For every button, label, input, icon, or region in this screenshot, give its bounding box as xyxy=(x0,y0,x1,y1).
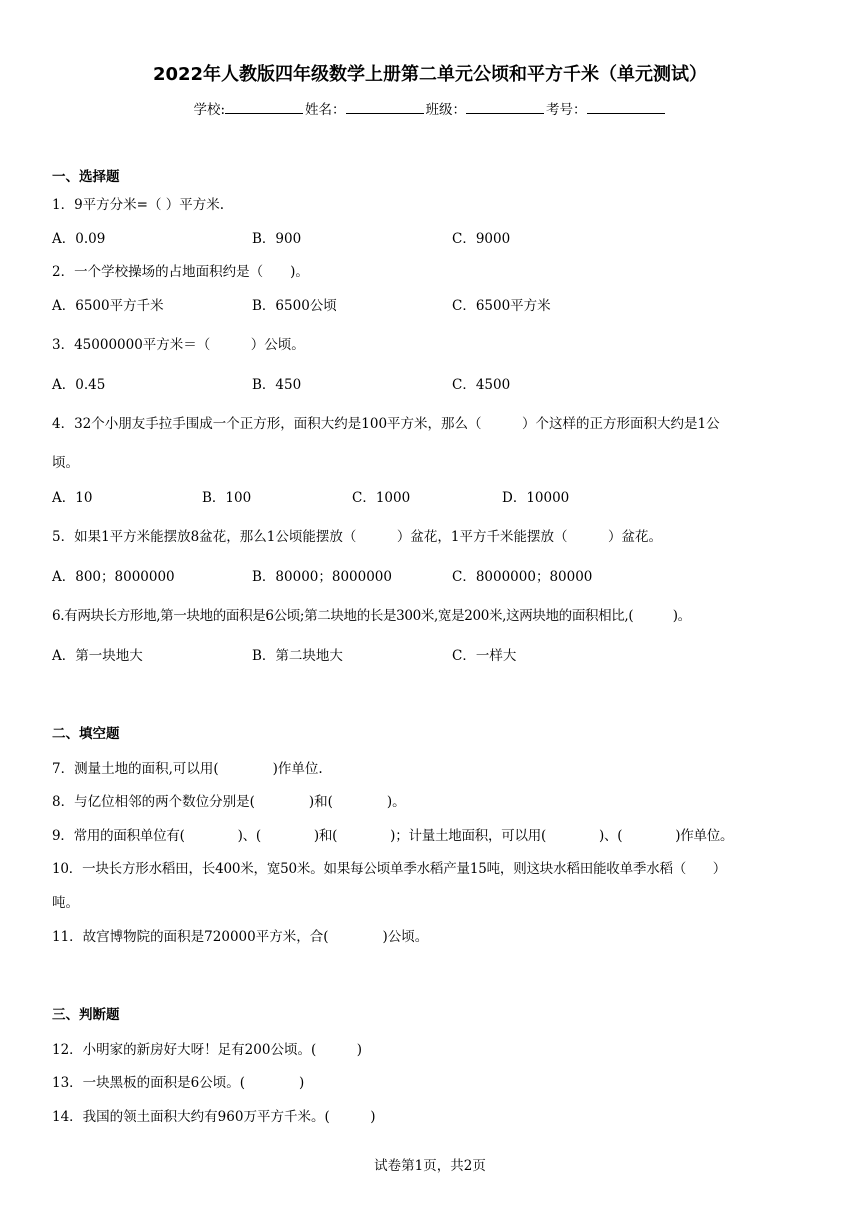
question-2-option-b: B．6500公顷 xyxy=(252,298,337,314)
question-10-line-2: 吨。 xyxy=(52,895,79,911)
question-3-option-a: A．0.45 xyxy=(52,377,106,393)
page-footer: 试卷第1页，共2页 xyxy=(374,1158,486,1174)
question-6: 6.有两块长方形地,第一块地的面积是6公顷;第二块地的长是300米,宽是200米,这两块地的面积相比,( )。 xyxy=(52,608,691,624)
question-1-option-a: A．0.09 xyxy=(52,231,106,247)
school-blank xyxy=(225,99,303,114)
class-blank xyxy=(466,99,544,114)
question-1: 1．9平方分米=（ ）平方米. xyxy=(52,197,225,213)
question-5-option-b: B．80000；8000000 xyxy=(252,569,392,585)
question-2-option-a: A．6500平方千米 xyxy=(52,298,164,314)
question-10-line-1: 10．一块长方形水稻田，长400米，宽50米。如果每公顷单季水稻产量15吨，则这块水稻田能收单季水稻（ ） xyxy=(52,861,727,877)
page-title: 2022年人教版四年级数学上册第二单元公顷和平方千米（单元测试） xyxy=(152,64,708,85)
question-1-option-c: C．9000 xyxy=(452,231,511,247)
question-3-option-c: C．4500 xyxy=(452,377,511,393)
question-6-option-a: A．第一块地大 xyxy=(52,648,143,664)
question-4-option-b: B．100 xyxy=(202,490,252,506)
question-6-option-b: B．第二块地大 xyxy=(252,648,343,664)
section-heading-judge: 三、判断题 xyxy=(52,1007,120,1023)
question-2-option-c: C．6500平方米 xyxy=(452,298,551,314)
question-5: 5．如果1平方米能摆放8盆花，那么1公顷能摆放（ ）盆花，1平方千米能摆放（ ）盆花。 xyxy=(52,529,662,545)
question-5-option-a: A．800；8000000 xyxy=(52,569,175,585)
student-info-line xyxy=(0,99,860,120)
exam-number-blank xyxy=(587,99,665,114)
question-4-option-a: A．10 xyxy=(52,490,93,506)
question-4-line-1: 4．32个小朋友手拉手围成一个正方形，面积大约是100平方米，那么（ ）个这样的正方形面积大约是1公 xyxy=(52,416,720,432)
question-14: 14．我国的领土面积大约有960万平方千米。( ) xyxy=(52,1109,376,1125)
question-8: 8．与亿位相邻的两个数位分别是( )和( )。 xyxy=(52,794,406,810)
question-13: 13．一块黑板的面积是6公顷。( ) xyxy=(52,1075,305,1091)
exam-number-label: 考号： xyxy=(546,102,587,118)
question-6-option-c: C．一样大 xyxy=(452,648,517,664)
section-heading-fill: 二、填空题 xyxy=(52,726,120,742)
question-4-option-c: C．1000 xyxy=(352,490,411,506)
question-3: 3．45000000平方米＝（ ）公顷。 xyxy=(52,337,305,353)
question-12: 12．小明家的新房好大呀！足有200公顷。( ) xyxy=(52,1042,362,1058)
name-blank xyxy=(346,99,424,114)
question-5-option-c: C．8000000；80000 xyxy=(452,569,593,585)
question-9: 9．常用的面积单位有( )、( )和( )；计量土地面积，可以用( )、( )作单位。 xyxy=(52,828,734,844)
class-label: 班级： xyxy=(425,102,467,118)
question-11: 11．故宫博物院的面积是720000平方米，合( )公顷。 xyxy=(52,929,429,945)
question-4-option-d: D．10000 xyxy=(502,490,570,506)
question-3-option-b: B．450 xyxy=(252,377,302,393)
question-1-option-b: B．900 xyxy=(252,231,302,247)
question-4-line-2: 顷。 xyxy=(52,455,79,471)
question-2: 2．一个学校操场的占地面积约是（ )。 xyxy=(52,264,309,280)
school-label: 学校: xyxy=(193,102,226,118)
name-label: 姓名： xyxy=(305,102,346,118)
section-heading-choice: 一、选择题 xyxy=(52,169,120,185)
question-7: 7．测量土地的面积,可以用( )作单位. xyxy=(52,761,323,777)
